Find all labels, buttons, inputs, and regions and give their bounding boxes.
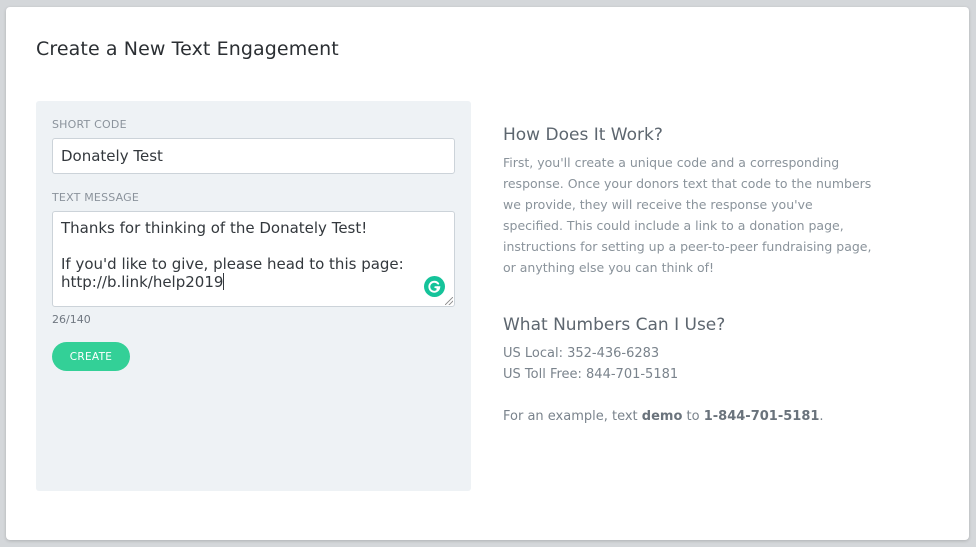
message-line-4-wrapper: [61, 273, 446, 291]
grammarly-g-icon[interactable]: [424, 276, 445, 297]
text-cursor: [223, 273, 224, 290]
message-line-4: http://b.link/help2019: [61, 273, 224, 291]
engagement-form: [36, 101, 471, 491]
short-code-input[interactable]: [52, 138, 455, 174]
example-keyword: demo: [641, 409, 683, 424]
us-local-number: US Local: 352-436-6283: [503, 346, 660, 361]
how-it-works-text: First, you'll create a unique code and a corresponding response. Once your donors text that code to the numbers we provide, they will receive the response you've specified. This could include a link to a donation page, instructions for setting up a peer-to-peer fundraising page, or anything else you can think of!: [503, 155, 872, 275]
short-code-label: SHORT CODE: [52, 118, 127, 131]
example-number: 1-844-701-5181: [703, 409, 820, 424]
resize-grip-icon[interactable]: [445, 297, 453, 305]
us-toll-free-number: US Toll Free: 844-701-5181: [503, 367, 679, 382]
text-message-textarea[interactable]: [52, 211, 455, 307]
numbers-heading: What Numbers Can I Use?: [503, 315, 726, 335]
example-suffix: .: [819, 409, 824, 424]
engagement-card: [6, 7, 969, 540]
create-button[interactable]: CREATE: [52, 342, 130, 371]
example-text: [503, 409, 824, 424]
message-line-3: If you'd like to give, please head to this page:: [61, 255, 404, 273]
message-line-1: Thanks for thinking of the Donately Test!: [61, 219, 368, 237]
message-line-2: [61, 237, 446, 255]
example-prefix: For an example, text: [503, 409, 642, 424]
how-it-works-heading: How Does It Work?: [503, 125, 663, 145]
text-message-label: TEXT MESSAGE: [52, 191, 140, 204]
help-section: [503, 125, 873, 424]
example-mid: to: [682, 409, 704, 424]
character-count: 26/140: [52, 313, 91, 326]
page-title: Create a New Text Engagement: [36, 38, 339, 60]
